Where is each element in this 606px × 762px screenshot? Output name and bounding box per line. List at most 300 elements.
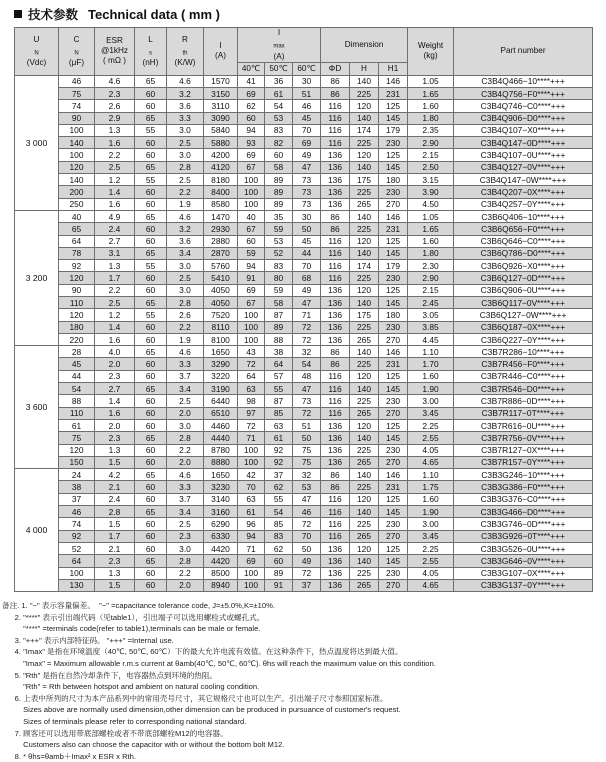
cell-rth: 2.0	[167, 407, 204, 419]
cell-height: 225	[350, 444, 379, 456]
cell-i: 8110	[204, 321, 238, 333]
table-row	[15, 100, 593, 112]
cell-weight: 1.60	[408, 493, 454, 505]
cell-weight: 2.45	[408, 296, 454, 308]
cell-height-h1: 270	[379, 579, 408, 591]
table-row	[15, 456, 593, 468]
cell-i: 4420	[204, 555, 238, 567]
cell-ls: 60	[135, 333, 167, 345]
cell-height-h1: 125	[379, 284, 408, 296]
cell-imax-50: 54	[265, 506, 293, 518]
cell-cn: 24	[59, 469, 95, 481]
table-row	[15, 419, 593, 431]
cell-imax-50: 37	[265, 469, 293, 481]
note-line: 6. 上表中所列的尺寸为本产品系列中的常用壳号尺寸，其它规格尺寸也可以生产。引出端子尺寸参照国家标准。	[2, 693, 388, 703]
cell-rth: 3.3	[167, 481, 204, 493]
cell-esr: 1.3	[95, 567, 135, 579]
cell-ls: 60	[135, 456, 167, 468]
table-row	[15, 395, 593, 407]
cell-part-number: C3B4Q746−C0****+++	[454, 100, 593, 112]
cell-ls: 65	[135, 506, 167, 518]
cell-esr: 1.6	[95, 137, 135, 149]
cell-imax-60: 37	[293, 579, 321, 591]
table-row	[15, 370, 593, 382]
cell-part-number: C3B4Q127−0V****+++	[454, 161, 593, 173]
cell-ls: 60	[135, 419, 167, 431]
cell-part-number: C3B6Q187−0X****+++	[454, 321, 593, 333]
cell-cn: 180	[59, 321, 95, 333]
cell-height: 265	[350, 579, 379, 591]
cell-weight: 2.25	[408, 542, 454, 554]
cell-i: 5760	[204, 260, 238, 272]
cell-esr: 1.5	[95, 518, 135, 530]
cell-rth: 2.5	[167, 174, 204, 186]
cell-imax-40: 59	[238, 247, 265, 259]
cell-diameter: 136	[321, 284, 350, 296]
cell-rth: 2.3	[167, 530, 204, 542]
cell-esr: 2.3	[95, 370, 135, 382]
cell-ls: 65	[135, 346, 167, 358]
cell-imax-40: 71	[238, 542, 265, 554]
cell-height-h1: 125	[379, 542, 408, 554]
cell-diameter: 136	[321, 149, 350, 161]
cell-imax-50: 89	[265, 198, 293, 210]
cell-part-number: C3B3G107−0X****+++	[454, 567, 593, 579]
cell-weight: 2.35	[408, 124, 454, 136]
cell-esr: 2.6	[95, 100, 135, 112]
cell-diameter: 136	[321, 321, 350, 333]
cell-height-h1: 231	[379, 481, 408, 493]
cell-height-h1: 230	[379, 444, 408, 456]
cell-weight: 2.30	[408, 260, 454, 272]
cell-part-number: C3B7R286−10****+++	[454, 346, 593, 358]
cell-rth: 1.9	[167, 198, 204, 210]
cell-ls: 60	[135, 567, 167, 579]
cell-esr: 2.7	[95, 235, 135, 247]
cell-part-number: C3B3G137−0Y****+++	[454, 579, 593, 591]
cell-part-number: C3B7R157−0Y****+++	[454, 456, 593, 468]
cell-part-number: C3B7R546−D0****+++	[454, 383, 593, 395]
cell-i: 3290	[204, 358, 238, 370]
cell-weight: 3.00	[408, 395, 454, 407]
cell-diameter: 136	[321, 198, 350, 210]
cell-rth: 2.6	[167, 309, 204, 321]
cell-cn: 120	[59, 272, 95, 284]
cell-cn: 88	[59, 395, 95, 407]
cell-weight: 3.90	[408, 186, 454, 198]
cell-part-number: C3B6Q406−10****+++	[454, 210, 593, 222]
cell-diameter: 116	[321, 370, 350, 382]
cell-cn: 52	[59, 542, 95, 554]
cell-imax-40: 42	[238, 469, 265, 481]
cell-imax-50: 61	[265, 432, 293, 444]
table-row	[15, 87, 593, 99]
cell-rth: 2.2	[167, 186, 204, 198]
cell-height-h1: 231	[379, 358, 408, 370]
cell-imax-40: 100	[238, 444, 265, 456]
cell-diameter: 116	[321, 518, 350, 530]
cell-height-h1: 145	[379, 432, 408, 444]
table-header	[15, 28, 593, 76]
header-dimension: Dimension	[321, 28, 408, 63]
cell-imax-60: 72	[293, 567, 321, 579]
cell-imax-50: 52	[265, 247, 293, 259]
title-cn: 技术参数	[28, 8, 79, 22]
cell-imax-40: 67	[238, 223, 265, 235]
cell-esr: 2.8	[95, 506, 135, 518]
cell-imax-40: 43	[238, 346, 265, 358]
cell-imax-60: 32	[293, 469, 321, 481]
cell-diameter: 86	[321, 481, 350, 493]
cell-cn: 100	[59, 149, 95, 161]
cell-cn: 150	[59, 456, 95, 468]
cell-weight: 2.25	[408, 419, 454, 431]
table-row	[15, 432, 593, 444]
cell-weight: 1.05	[408, 210, 454, 222]
cell-rth: 3.3	[167, 358, 204, 370]
cell-i: 4050	[204, 296, 238, 308]
cell-diameter: 86	[321, 223, 350, 235]
cell-diameter: 116	[321, 235, 350, 247]
cell-height: 120	[350, 235, 379, 247]
cell-imax-40: 60	[238, 235, 265, 247]
cell-imax-40: 100	[238, 321, 265, 333]
cell-imax-50: 38	[265, 346, 293, 358]
cell-imax-50: 59	[265, 284, 293, 296]
cell-ls: 55	[135, 174, 167, 186]
cell-imax-50: 83	[265, 530, 293, 542]
cell-imax-40: 62	[238, 100, 265, 112]
cell-imax-50: 83	[265, 124, 293, 136]
cell-i: 4440	[204, 432, 238, 444]
cell-esr: 2.3	[95, 432, 135, 444]
cell-weight: 1.05	[408, 75, 454, 87]
cell-esr: 2.2	[95, 284, 135, 296]
cell-rth: 4.6	[167, 469, 204, 481]
cell-part-number: C3B4Q207−0X****+++	[454, 186, 593, 198]
cell-cn: 65	[59, 223, 95, 235]
cell-cn: 38	[59, 481, 95, 493]
cell-imax-60: 53	[293, 481, 321, 493]
cell-height: 265	[350, 198, 379, 210]
cell-esr: 4.6	[95, 75, 135, 87]
cell-imax-50: 61	[265, 87, 293, 99]
note-line: 备注. 1. "−" 表示容量偏差。 "−" =capacitance tolerance code, J=±5.0%,K=±10%.	[2, 601, 275, 610]
cell-esr: 1.4	[95, 395, 135, 407]
table-row	[15, 579, 593, 591]
cell-esr: 1.4	[95, 321, 135, 333]
cell-weight: 1.80	[408, 247, 454, 259]
cell-cn: 74	[59, 100, 95, 112]
cell-ls: 60	[135, 223, 167, 235]
cell-height-h1: 180	[379, 309, 408, 321]
cell-diameter: 116	[321, 247, 350, 259]
cell-cn: 120	[59, 161, 95, 173]
header-i: I (A)	[204, 28, 238, 76]
cell-height-h1: 230	[379, 321, 408, 333]
cell-weight: 1.65	[408, 223, 454, 235]
cell-ls: 60	[135, 100, 167, 112]
voltage-cell: 3 600	[15, 346, 59, 469]
cell-height-h1: 270	[379, 407, 408, 419]
cell-diameter: 116	[321, 100, 350, 112]
cell-i: 5840	[204, 124, 238, 136]
cell-rth: 3.0	[167, 149, 204, 161]
cell-i: 6440	[204, 395, 238, 407]
cell-imax-40: 100	[238, 198, 265, 210]
cell-ls: 60	[135, 284, 167, 296]
cell-imax-50: 53	[265, 112, 293, 124]
cell-rth: 2.0	[167, 456, 204, 468]
note-line: "****" =terminals code(refer to table1),terminals can be male or female.	[2, 624, 261, 634]
cell-imax-50: 58	[265, 161, 293, 173]
cell-diameter: 116	[321, 395, 350, 407]
cell-rth: 3.2	[167, 223, 204, 235]
cell-ls: 60	[135, 321, 167, 333]
cell-rth: 2.8	[167, 555, 204, 567]
cell-i: 5880	[204, 137, 238, 149]
cell-diameter: 116	[321, 112, 350, 124]
cell-cn: 130	[59, 579, 95, 591]
cell-ls: 65	[135, 296, 167, 308]
cell-esr: 1.5	[95, 579, 135, 591]
cell-height-h1: 230	[379, 518, 408, 530]
cell-height-h1: 230	[379, 272, 408, 284]
cell-ls: 60	[135, 272, 167, 284]
cell-esr: 2.1	[95, 542, 135, 554]
note-line: Sizes of terminals please refer to corresponding national standard.	[2, 716, 247, 726]
cell-imax-40: 69	[238, 87, 265, 99]
cell-imax-50: 91	[265, 579, 293, 591]
cell-ls: 55	[135, 260, 167, 272]
cell-imax-60: 32	[293, 346, 321, 358]
cell-ls: 55	[135, 309, 167, 321]
header-imax: I $_{max}$ (A)	[238, 28, 321, 63]
cell-i: 6510	[204, 407, 238, 419]
cell-ls: 60	[135, 444, 167, 456]
cell-weight: 2.55	[408, 432, 454, 444]
table-row	[15, 333, 593, 345]
cell-diameter: 136	[321, 296, 350, 308]
cell-rth: 4.6	[167, 75, 204, 87]
cell-imax-50: 89	[265, 174, 293, 186]
cell-cn: 110	[59, 407, 95, 419]
cell-rth: 2.8	[167, 296, 204, 308]
header-diameter: ΦD	[321, 62, 350, 75]
square-bullet-icon	[14, 10, 22, 18]
cell-height-h1: 146	[379, 469, 408, 481]
cell-cn: 75	[59, 432, 95, 444]
note-line: 5. "Rth" 是指在自然冷却条件下，电容器热点到环境的热阻。	[2, 670, 218, 680]
header-ls: L $_s$ (nH)	[135, 28, 167, 76]
table-row	[15, 75, 593, 87]
cell-height-h1: 145	[379, 112, 408, 124]
cell-height: 140	[350, 210, 379, 222]
cell-rth: 3.0	[167, 542, 204, 554]
notes-block	[2, 600, 602, 762]
cell-i: 4200	[204, 149, 238, 161]
cell-imax-50: 85	[265, 407, 293, 419]
cell-rth: 3.0	[167, 124, 204, 136]
cell-esr: 2.9	[95, 112, 135, 124]
cell-imax-40: 41	[238, 75, 265, 87]
cell-rth: 3.0	[167, 419, 204, 431]
cell-cn: 37	[59, 493, 95, 505]
cell-weight: 1.75	[408, 481, 454, 493]
cell-rth: 2.8	[167, 432, 204, 444]
cell-part-number: C3B3G246−10****+++	[454, 469, 593, 481]
cell-imax-50: 59	[265, 223, 293, 235]
note-line: 4. "Imax" 是指在环境温度（40℃, 50℃, 60℃）下的最大允许电流有效值。在这种条件下，热点温度将达到最大值。	[2, 647, 403, 657]
cell-diameter: 86	[321, 346, 350, 358]
cell-part-number: C3B4Q107−0U****+++	[454, 149, 593, 161]
cell-imax-60: 68	[293, 272, 321, 284]
cell-imax-40: 100	[238, 456, 265, 468]
cell-diameter: 136	[321, 432, 350, 444]
cell-imax-60: 50	[293, 542, 321, 554]
table-row	[15, 530, 593, 542]
table-row	[15, 383, 593, 395]
cell-height: 225	[350, 186, 379, 198]
cell-height: 140	[350, 555, 379, 567]
cell-part-number: C3B6Q227−0Y****+++	[454, 333, 593, 345]
cell-cn: 110	[59, 296, 95, 308]
cell-imax-50: 85	[265, 518, 293, 530]
cell-ls: 55	[135, 124, 167, 136]
cell-part-number: C3B4Q906−D0****+++	[454, 112, 593, 124]
cell-esr: 2.3	[95, 555, 135, 567]
cell-rth: 3.6	[167, 100, 204, 112]
cell-esr: 3.1	[95, 247, 135, 259]
cell-imax-40: 67	[238, 161, 265, 173]
cell-diameter: 136	[321, 186, 350, 198]
cell-i: 1650	[204, 346, 238, 358]
cell-imax-50: 87	[265, 309, 293, 321]
cell-imax-50: 89	[265, 186, 293, 198]
cell-diameter: 116	[321, 272, 350, 284]
cell-imax-50: 60	[265, 149, 293, 161]
cell-part-number: C3B4Q107−X0****+++	[454, 124, 593, 136]
cell-ls: 60	[135, 493, 167, 505]
cell-esr: 4.2	[95, 469, 135, 481]
cell-ls: 65	[135, 161, 167, 173]
table-row	[15, 149, 593, 161]
cell-imax-50: 64	[265, 358, 293, 370]
cell-height: 140	[350, 346, 379, 358]
cell-imax-40: 94	[238, 124, 265, 136]
cell-part-number: C3B6Q117−0V****+++	[454, 296, 593, 308]
cell-rth: 3.4	[167, 506, 204, 518]
cell-height-h1: 145	[379, 383, 408, 395]
header-height-h1: H1	[379, 62, 408, 75]
cell-diameter: 86	[321, 75, 350, 87]
cell-i: 2880	[204, 235, 238, 247]
table-row	[15, 506, 593, 518]
cell-part-number: C3B4Q147−0D****+++	[454, 137, 593, 149]
cell-weight: 3.85	[408, 321, 454, 333]
cell-part-number: C3B3G526−0U****+++	[454, 542, 593, 554]
cell-height-h1: 146	[379, 346, 408, 358]
cell-cn: 28	[59, 346, 95, 358]
table-row	[15, 235, 593, 247]
cell-weight: 4.45	[408, 333, 454, 345]
cell-imax-50: 60	[265, 555, 293, 567]
cell-imax-60: 50	[293, 432, 321, 444]
cell-weight: 1.10	[408, 346, 454, 358]
cell-imax-50: 63	[265, 419, 293, 431]
table-body	[15, 75, 593, 591]
cell-ls: 65	[135, 432, 167, 444]
cell-imax-40: 72	[238, 419, 265, 431]
cell-diameter: 136	[321, 333, 350, 345]
header-height: H	[350, 62, 379, 75]
table-row	[15, 309, 593, 321]
note-line: Sizes above are normally used dimension,other dimension can be produced in pursuance of customer's request.	[2, 705, 401, 715]
note-line: 3. "+++" 表示内部特征码。 "+++" =Internal use.	[2, 635, 174, 645]
cell-height-h1: 125	[379, 100, 408, 112]
header-un: U $_N$ (Vdc)	[15, 28, 59, 76]
cell-imax-40: 64	[238, 370, 265, 382]
table-row	[15, 296, 593, 308]
note-line: "Imax" = Maximum allowable r.m.s current at θamb(40℃, 50℃, 60℃). θhs will reach the maximum value on this condition.	[2, 658, 436, 668]
cell-height: 174	[350, 124, 379, 136]
cell-i: 4460	[204, 419, 238, 431]
cell-diameter: 136	[321, 456, 350, 468]
cell-ls: 65	[135, 469, 167, 481]
header-weight: Weight (kg)	[408, 28, 454, 76]
cell-height-h1: 231	[379, 223, 408, 235]
cell-esr: 1.6	[95, 407, 135, 419]
table-row	[15, 124, 593, 136]
cell-weight: 1.60	[408, 100, 454, 112]
cell-diameter: 116	[321, 407, 350, 419]
cell-i: 8180	[204, 174, 238, 186]
cell-esr: 1.4	[95, 186, 135, 198]
cell-diameter: 136	[321, 174, 350, 186]
cell-esr: 1.3	[95, 260, 135, 272]
table-row	[15, 444, 593, 456]
cell-rth: 3.0	[167, 284, 204, 296]
cell-imax-60: 47	[293, 161, 321, 173]
cell-i: 3190	[204, 383, 238, 395]
cell-height: 225	[350, 87, 379, 99]
cell-rth: 2.5	[167, 272, 204, 284]
cell-imax-40: 63	[238, 493, 265, 505]
cell-cn: 92	[59, 260, 95, 272]
cell-imax-60: 70	[293, 124, 321, 136]
cell-height: 175	[350, 174, 379, 186]
cell-imax-40: 60	[238, 112, 265, 124]
cell-height-h1: 270	[379, 530, 408, 542]
cell-imax-50: 87	[265, 395, 293, 407]
cell-height: 225	[350, 321, 379, 333]
cell-cn: 92	[59, 530, 95, 542]
cell-height: 140	[350, 75, 379, 87]
cell-diameter: 136	[321, 542, 350, 554]
cell-diameter: 86	[321, 210, 350, 222]
table-row	[15, 542, 593, 554]
cell-cn: 64	[59, 235, 95, 247]
cell-height-h1: 231	[379, 87, 408, 99]
cell-i: 8400	[204, 186, 238, 198]
voltage-cell: 3 200	[15, 210, 59, 345]
cell-part-number: C3B7R886−0D****+++	[454, 395, 593, 407]
cell-height: 174	[350, 260, 379, 272]
cell-part-number: C3B3G466−D0****+++	[454, 506, 593, 518]
cell-height-h1: 230	[379, 186, 408, 198]
cell-imax-50: 35	[265, 210, 293, 222]
table-row	[15, 346, 593, 358]
